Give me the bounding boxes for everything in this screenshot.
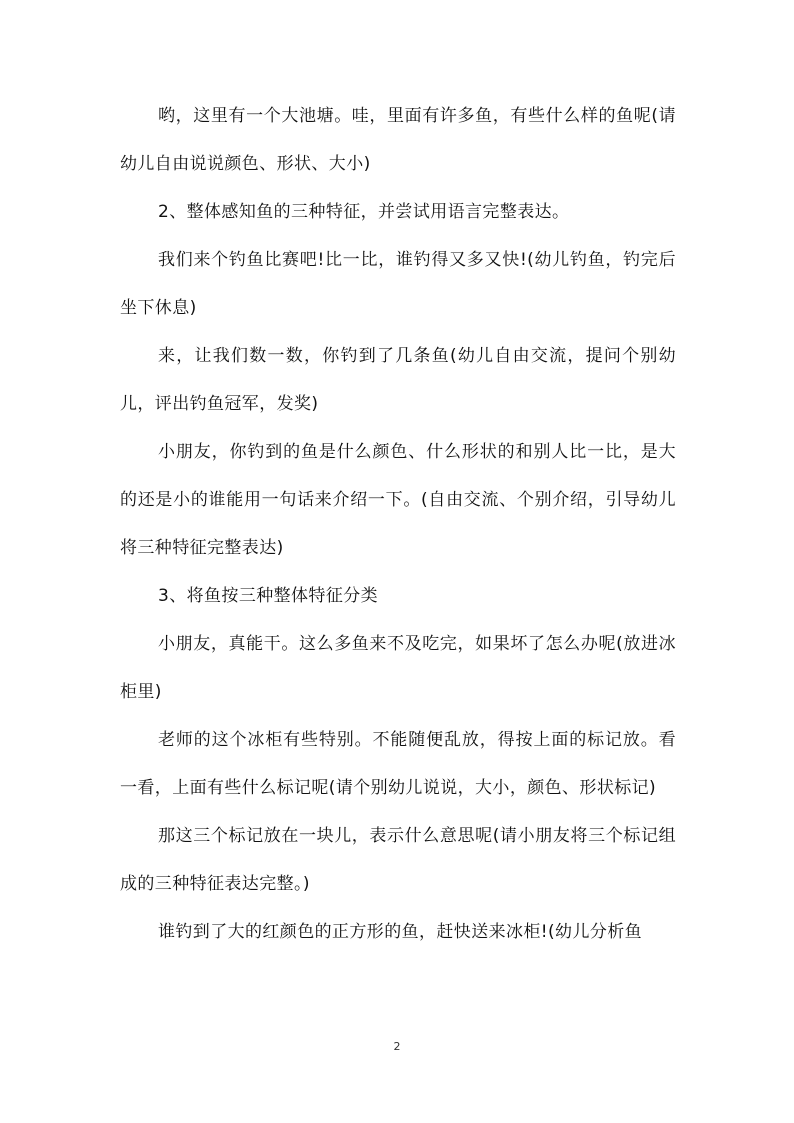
paragraph-1: 哟，这里有一个大池塘。哇，里面有许多鱼，有些什么样的鱼呢(请幼儿自由说说颜色、形状、大小) bbox=[120, 106, 676, 174]
paragraph-6: 3、将鱼按三种整体特征分类 bbox=[158, 586, 379, 606]
document-body bbox=[120, 92, 676, 956]
paragraph-10: 谁钓到了大的红颜色的正方形的鱼，赶快送来冰柜!(幼儿分析鱼 bbox=[158, 922, 643, 942]
paragraph-7: 小朋友，真能干。这么多鱼来不及吃完，如果坏了怎么办呢(放进冰柜里) bbox=[120, 634, 676, 702]
paragraph-2: 2、整体感知鱼的三种特征，并尝试用语言完整表达。 bbox=[158, 202, 570, 222]
paragraph-3: 我们来个钓鱼比赛吧!比一比，谁钓得又多又快!(幼儿钓鱼，钓完后坐下休息) bbox=[120, 250, 676, 318]
page-number: 2 bbox=[393, 1040, 401, 1053]
paragraph-8: 老师的这个冰柜有些特别。不能随便乱放，得按上面的标记放。看一看，上面有些什么标记呢(请个别幼儿说说，大小，颜色、形状标记) bbox=[120, 730, 676, 798]
paragraph-4: 来，让我们数一数，你钓到了几条鱼(幼儿自由交流，提问个别幼儿，评出钓鱼冠军，发奖) bbox=[120, 346, 676, 414]
paragraph-5: 小朋友，你钓到的鱼是什么颜色、什么形状的和别人比一比，是大的还是小的谁能用一句话来介绍一下。(自由交流、个别介绍，引导幼儿将三种特征完整表达) bbox=[120, 442, 676, 558]
paragraph-9: 那这三个标记放在一块儿，表示什么意思呢(请小朋友将三个标记组成的三种特征表达完整。) bbox=[120, 826, 676, 894]
